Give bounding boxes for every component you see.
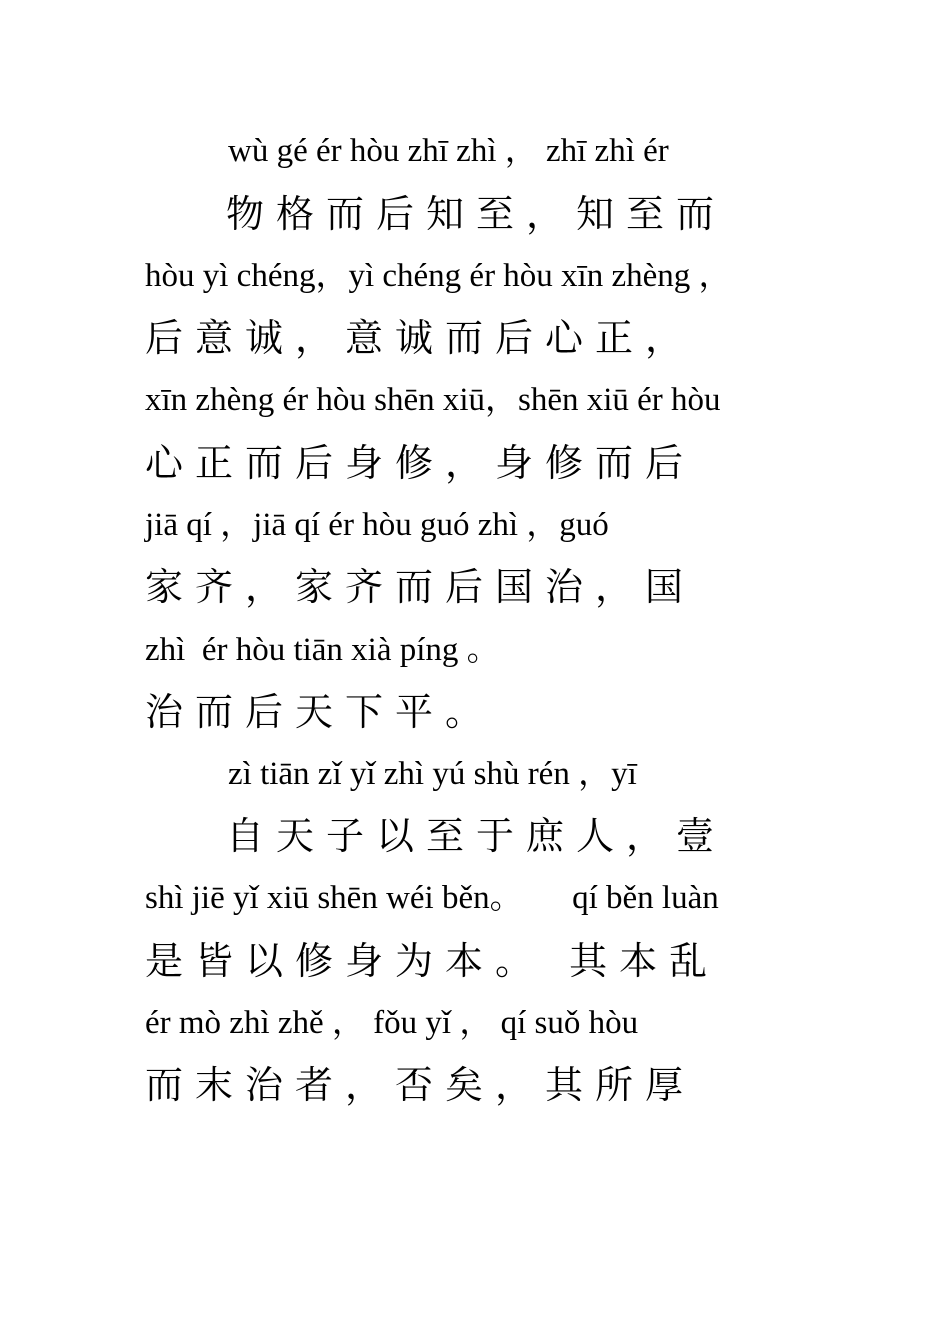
pinyin-line-5: zhì ér hòu tiān xià píng 。 [145, 632, 500, 668]
hanzi-line-1: 物格而后知至，知至而 [226, 192, 727, 236]
pinyin-line-1: wù gé ér hòu zhī zhì ， zhī zhì ér [228, 133, 669, 169]
pinyin-line-4: jiā qí ，jiā qí ér hòu guó zhì ，guó [145, 507, 609, 543]
hanzi-line-5: 治而后天下平。 [145, 690, 496, 734]
pinyin-line-3: xīn zhèng ér hòu shēn xiū，shēn xiū ér hòu [145, 382, 721, 418]
hanzi-line-2: 后意诚，意诚而后心正， [145, 316, 696, 360]
hanzi-line-8: 而末治者，否矣，其所厚 [145, 1063, 696, 1107]
hanzi-line-6: 自天子以至于庶人，壹 [226, 814, 727, 858]
hanzi-line-4: 家齐，家齐而后国治，国 [145, 565, 696, 609]
hanzi-line-3: 心正而后身修，身修而后 [145, 441, 696, 485]
pinyin-line-6: zì tiān zǐ yǐ zhì yú shù rén ，yī [228, 756, 637, 792]
hanzi-line-7: 是皆以修身为本。 其本乱 [145, 939, 720, 983]
pinyin-line-7: shì jiē yǐ xiū shēn wéi běn。 qí běn luàn [145, 880, 719, 916]
pinyin-line-8: ér mò zhì zhě ， fǒu yǐ ， qí suǒ hòu [145, 1005, 639, 1041]
pinyin-line-2: hòu yì chéng，yì chéng ér hòu xīn zhèng ， [145, 258, 732, 294]
